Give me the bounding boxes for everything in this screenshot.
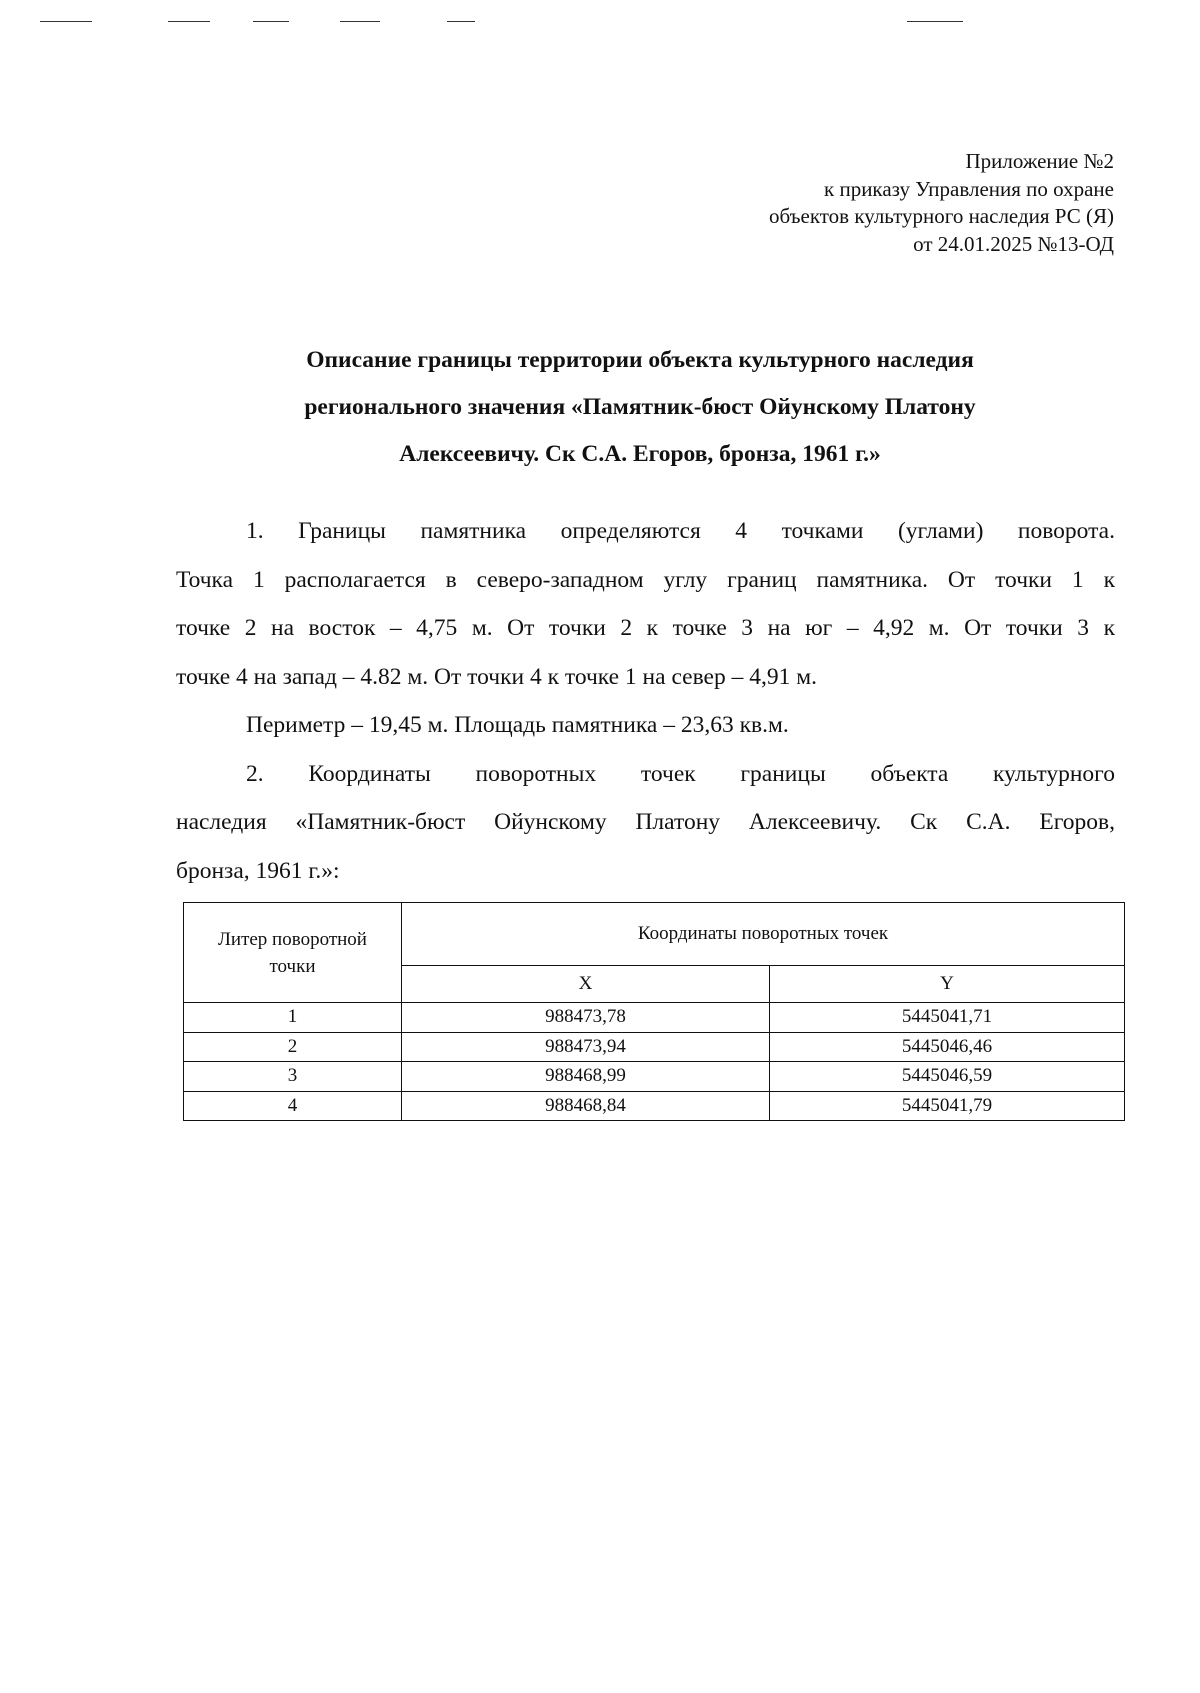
appendix-header (769, 148, 1114, 258)
document-body (176, 507, 1115, 895)
letter-header-line: точки (269, 955, 316, 977)
scan-edge-mark (40, 21, 92, 22)
scan-edge-mark (253, 21, 289, 22)
x-header: X (402, 966, 770, 1003)
paragraph-line: Точка 1 располагается в северо-западном углу границ памятника. От точки 1 к (176, 566, 1115, 593)
paragraph-line: бронза, 1961 г.»: (176, 857, 340, 884)
y-cell: 5445041,79 (770, 1091, 1125, 1121)
appendix-line: от 24.01.2025 №13-ОД (913, 231, 1114, 256)
paragraph-line: 1. Границы памятника определяются 4 точками (углами) поворота. (246, 518, 1115, 544)
coords-header: Координаты поворотных точек (402, 903, 1125, 966)
letter-header (184, 903, 402, 1003)
paragraph-coordinates (176, 750, 1115, 799)
table-row (184, 1003, 1125, 1033)
table-row (184, 1062, 1125, 1092)
paragraph-boundaries (176, 507, 1115, 556)
document-title (120, 337, 1160, 478)
x-cell: 988468,84 (402, 1091, 770, 1121)
paragraph-line: 2. Координаты поворотных точек границы объекта культурного (246, 760, 1115, 787)
scan-edge-mark (907, 21, 963, 22)
y-header: Y (770, 966, 1125, 1003)
paragraph-boundaries-cont (176, 653, 1115, 702)
point-cell: 4 (184, 1091, 402, 1121)
paragraph-line: точке 2 на восток – 4,75 м. От точки 2 к точке 3 на юг – 4,92 м. От точки 3 к (176, 615, 1115, 641)
x-cell: 988468,99 (402, 1062, 770, 1092)
table-row (184, 1091, 1125, 1121)
appendix-line: к приказу Управления по охране (824, 176, 1114, 201)
scan-edge-mark (340, 21, 380, 22)
appendix-line: объектов культурного наследия РС (Я) (769, 204, 1114, 228)
scan-edge-mark (447, 21, 475, 22)
title-line: Описание границы территории объекта культурного наследия (306, 347, 974, 373)
title-line: регионального значения «Памятник-бюст Ойунскому Платону (304, 394, 976, 420)
y-cell: 5445041,71 (770, 1003, 1125, 1033)
paragraph-perimeter (176, 701, 1115, 750)
appendix-line: Приложение №2 (965, 149, 1114, 173)
x-cell: 988473,94 (402, 1032, 770, 1062)
y-cell: 5445046,59 (770, 1062, 1125, 1092)
point-cell: 2 (184, 1032, 402, 1062)
title-line: Алексеевичу. Ск С.А. Егоров, бронза, 1961 г.» (399, 441, 881, 467)
scan-edge-mark (168, 21, 210, 22)
paragraph-boundaries-cont (176, 556, 1115, 605)
paragraph-coordinates-cont (176, 847, 1115, 896)
table-row (184, 1032, 1125, 1062)
paragraph-line: точке 4 на запад – 4.82 м. От точки 4 к точке 1 на север – 4,91 м. (176, 663, 817, 690)
point-cell: 1 (184, 1003, 402, 1033)
point-cell: 3 (184, 1062, 402, 1092)
paragraph-line: наследия «Памятник-бюст Ойунскому Платону Алексеевичу. Ск С.А. Егоров, (176, 809, 1115, 835)
paragraph-coordinates-cont (176, 798, 1115, 847)
y-cell: 5445046,46 (770, 1032, 1125, 1062)
x-cell: 988473,78 (402, 1003, 770, 1033)
paragraph-line: Периметр – 19,45 м. Площадь памятника – 23,63 кв.м. (246, 712, 789, 738)
coordinates-table (183, 902, 1125, 1121)
paragraph-boundaries-cont (176, 604, 1115, 653)
letter-header-line: Литер поворотной (218, 928, 367, 950)
